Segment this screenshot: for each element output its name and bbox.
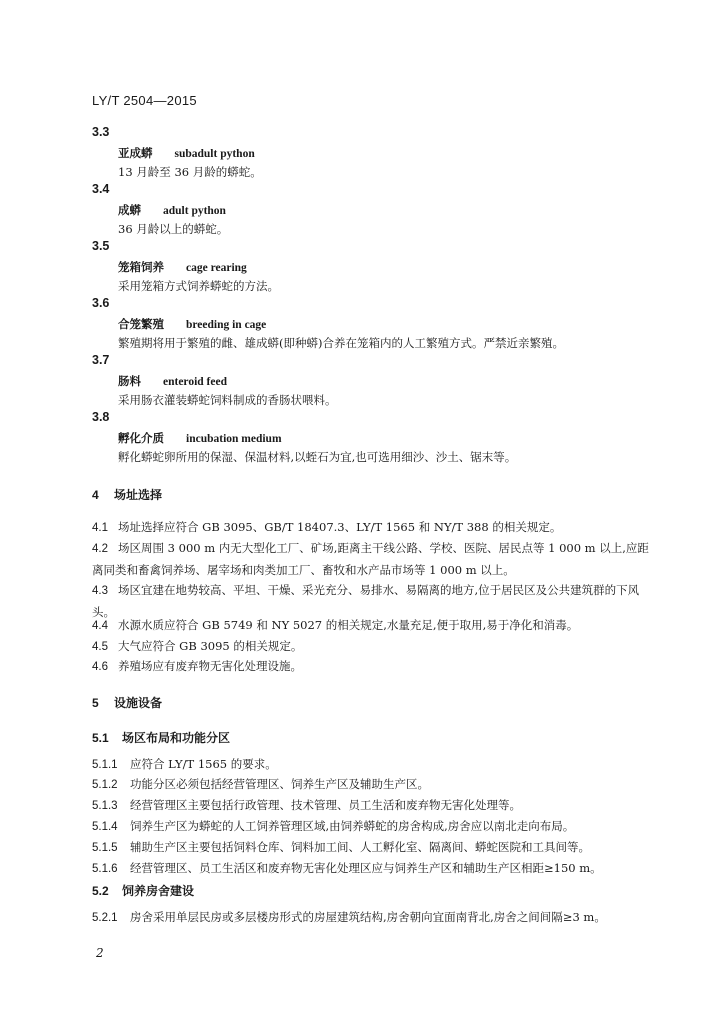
clause-text: 场址选择应符合 GB 3095、GB/T 18407.3、LY/T 1565 和 NY/T 388 的相关规定。	[118, 520, 562, 534]
clause-number: 4.5	[92, 641, 108, 653]
term-en: cage rearing	[186, 262, 247, 274]
clause-text: 经营管理区、员工生活区和废弃物无害化处理区应与饲养生产区和辅助生产区相距≥150 m。	[130, 861, 602, 875]
term-zh: 孵化介质	[118, 431, 164, 445]
section-4-heading	[92, 486, 162, 503]
term-number: 3.6	[92, 296, 110, 310]
term-zh: 成蟒	[118, 203, 141, 217]
clause-5-1-5	[92, 837, 652, 859]
clause-5-2-1	[92, 907, 652, 929]
clause-text: 场区周围 3 000 m 内无大型化工厂、矿场,距离主干线公路、学校、医院、居民点等 1 000 m 以上,应距离同类和畜禽饲养场、屠宰场和肉类加工厂、畜牧和水产品市场等 1 000 m 以上。	[92, 541, 649, 577]
term-definition: 采用肠衣灌装蟒蛇饲料制成的香肠状喂料。	[118, 393, 337, 407]
term-definition: 36 月龄以上的蟒蛇。	[118, 222, 229, 236]
term-number: 3.8	[92, 410, 110, 424]
clause-4-6	[92, 656, 652, 678]
section-title: 场址选择	[114, 488, 163, 502]
term-number: 3.5	[92, 239, 110, 253]
section-title: 设施设备	[114, 696, 163, 710]
term-zh: 亚成蟒	[118, 146, 153, 160]
term-heading	[118, 316, 266, 332]
clause-number: 4.1	[92, 522, 108, 534]
clause-text: 辅助生产区主要包括饲料仓库、饲料加工间、人工孵化室、隔离间、蟒蛇医院和工具间等。	[130, 840, 590, 854]
page-number: 2	[96, 946, 104, 960]
term-en: breeding in cage	[186, 319, 267, 331]
term-heading	[118, 145, 255, 161]
clause-4-4	[92, 615, 652, 637]
term-en: subadult python	[174, 148, 255, 160]
clause-text: 养殖场应有废弃物无害化处理设施。	[118, 659, 302, 673]
section-number: 5	[92, 696, 99, 710]
clause-number: 4.6	[92, 661, 108, 673]
term-zh: 笼箱饲养	[118, 260, 164, 274]
clause-number: 5.1.1	[92, 759, 118, 771]
clause-number: 4.2	[92, 543, 108, 555]
subsection-number: 5.1	[92, 731, 109, 745]
subsection-5-1-heading	[92, 729, 230, 746]
term-zh: 肠料	[118, 374, 141, 388]
term-definition: 13 月龄至 36 月龄的蟒蛇。	[118, 165, 262, 179]
term-en: incubation medium	[186, 433, 282, 445]
section-number: 4	[92, 488, 99, 502]
term-en: enteroid feed	[163, 376, 227, 388]
clause-5-1-1	[92, 754, 652, 776]
section-5-heading	[92, 694, 162, 711]
clause-number: 5.1.6	[92, 863, 118, 875]
clause-text: 场区宜建在地势较高、平坦、干燥、采光充分、易排水、易隔离的地方,位于居民区及公共建筑群的下风头。	[92, 583, 640, 619]
clause-text: 饲养生产区为蟒蛇的人工饲养管理区域,由饲养蟒蛇的房舍构成,房舍应以南北走向布局。	[130, 819, 575, 833]
clause-5-1-2	[92, 774, 652, 796]
clause-text: 应符合 LY/T 1565 的要求。	[130, 757, 277, 771]
term-definition: 繁殖期将用于繁殖的雌、雄成蟒(即种蟒)合养在笼箱内的人工繁殖方式。严禁近亲繁殖。	[118, 336, 564, 350]
subsection-title: 场区布局和功能分区	[122, 731, 231, 745]
term-zh: 合笼繁殖	[118, 317, 164, 331]
clause-4-1	[92, 517, 652, 539]
clause-text: 大气应符合 GB 3095 的相关规定。	[118, 639, 303, 653]
clause-4-2	[92, 538, 652, 581]
clause-number: 4.4	[92, 620, 108, 632]
term-heading	[118, 259, 247, 275]
term-definition: 采用笼箱方式饲养蟒蛇的方法。	[118, 279, 279, 293]
subsection-title: 饲养房舍建设	[122, 884, 195, 898]
clause-4-5	[92, 636, 652, 658]
term-en: adult python	[163, 205, 226, 217]
clause-text: 房舍采用单层民房或多层楼房形式的房屋建筑结构,房舍朝向宜面南背北,房舍之间间隔≥3 m。	[130, 910, 606, 924]
clause-text: 经营管理区主要包括行政管理、技术管理、员工生活和废弃物无害化处理等。	[130, 798, 521, 812]
term-heading	[118, 430, 282, 446]
clause-number: 5.1.2	[92, 779, 118, 791]
term-number: 3.7	[92, 353, 110, 367]
standard-code-header: LY/T 2504—2015	[92, 93, 197, 108]
term-number: 3.3	[92, 125, 110, 139]
subsection-number: 5.2	[92, 884, 109, 898]
clause-5-1-3	[92, 795, 652, 817]
term-number: 3.4	[92, 182, 110, 196]
clause-text: 水源水质应符合 GB 5749 和 NY 5027 的相关规定,水量充足,便于取用,易于净化和消毒。	[118, 618, 579, 632]
clause-number: 5.1.4	[92, 821, 118, 833]
clause-number: 4.3	[92, 585, 108, 597]
clause-5-1-4	[92, 816, 652, 838]
clause-text: 功能分区必须包括经营管理区、饲养生产区及辅助生产区。	[130, 777, 429, 791]
term-definition: 孵化蟒蛇卵所用的保湿、保温材料,以蛭石为宜,也可选用细沙、沙土、锯末等。	[118, 450, 517, 464]
term-heading	[118, 373, 227, 389]
term-heading	[118, 202, 226, 218]
clause-number: 5.2.1	[92, 912, 118, 924]
clause-5-1-6	[92, 858, 652, 880]
subsection-5-2-heading	[92, 882, 194, 899]
clause-number: 5.1.3	[92, 800, 118, 812]
clause-number: 5.1.5	[92, 842, 118, 854]
